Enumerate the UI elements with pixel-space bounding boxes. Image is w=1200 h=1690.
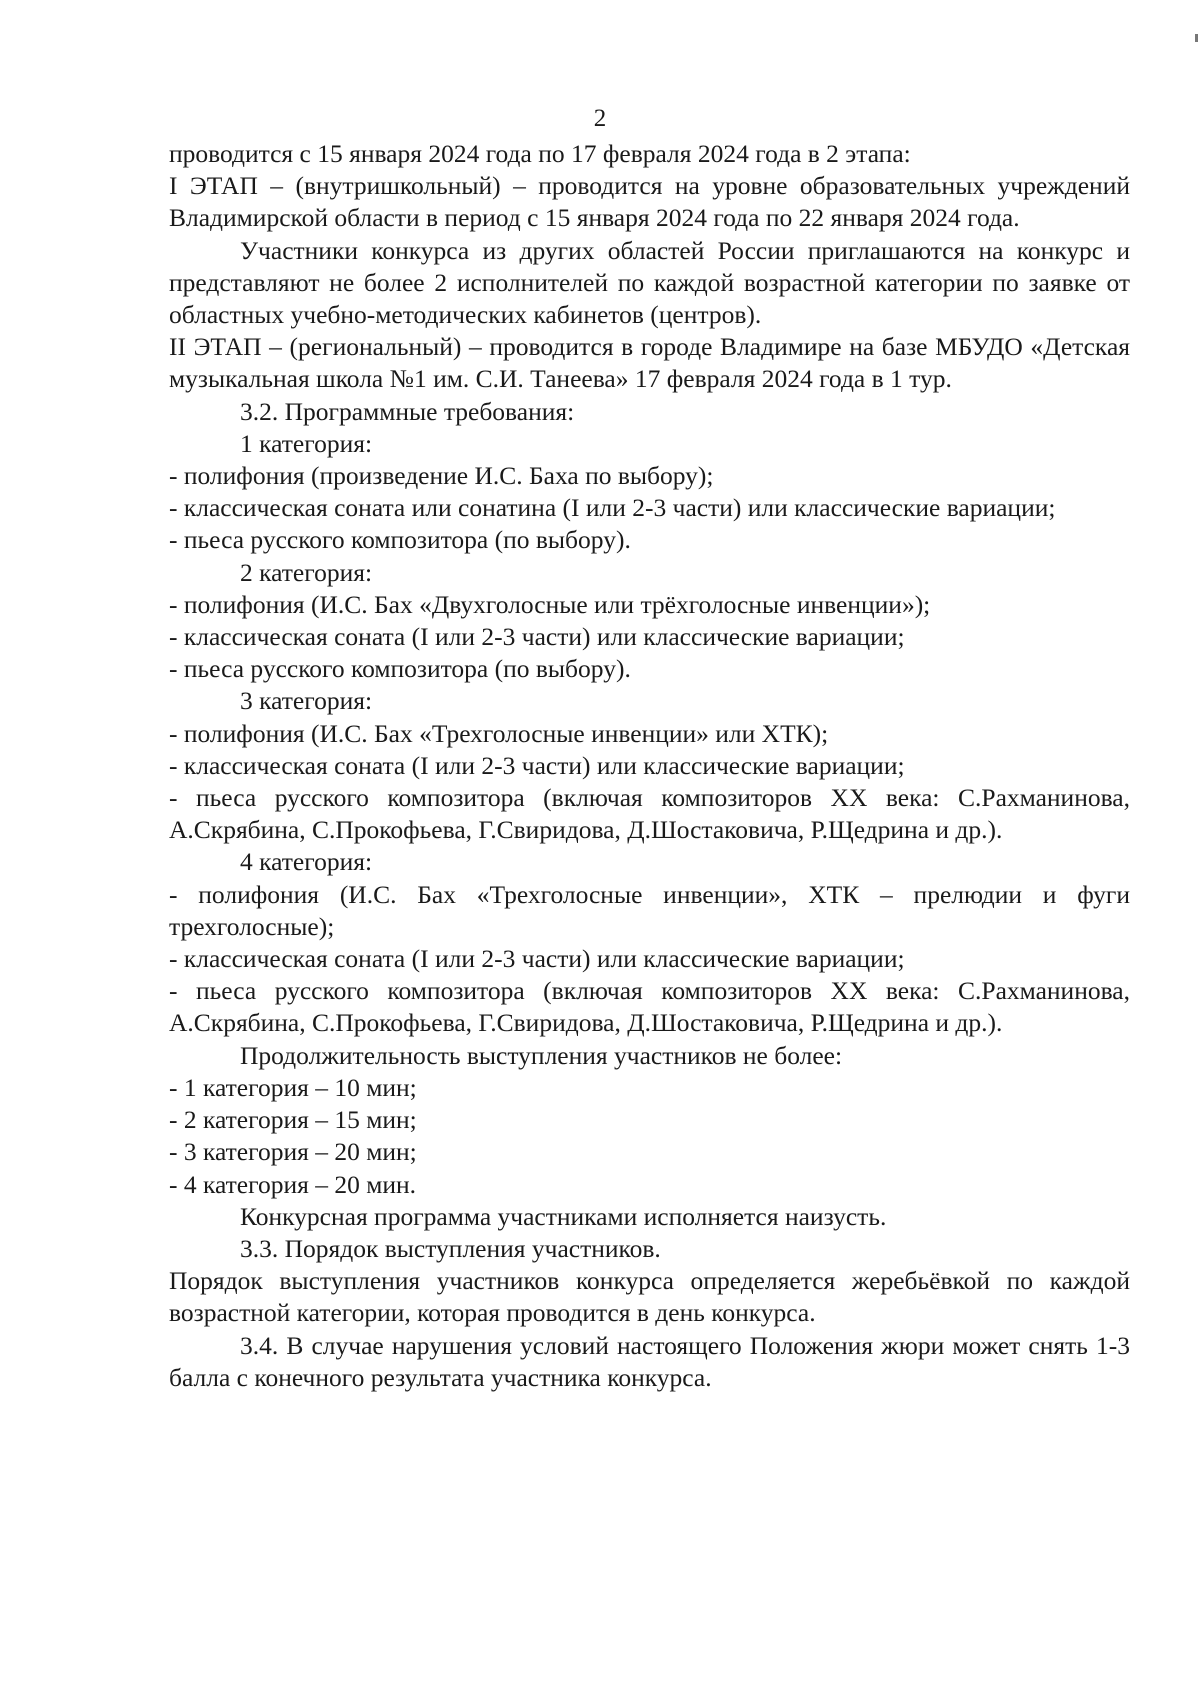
paragraph: - пьеса русского композитора (включая композиторов ХХ века: С.Рахманинова, А.Скрябина, С.Прокофьева, Г.Свиридова, Д.Шостаковича, Р.Щедрина и др.).	[169, 976, 1130, 1038]
paragraph: II ЭТАП – (региональный) – проводится в городе Владимире на базе МБУДО «Детская музыкальная школа №1 им. С.И. Танеева» 17 февраля 2024 года в 1 тур.	[169, 332, 1130, 394]
paragraph: - 3 категория – 20 мин;	[169, 1137, 417, 1167]
paragraph: - полифония (произведение И.С. Баха по выбору);	[169, 461, 714, 491]
paragraph: - полифония (И.С. Бах «Трехголосные инвенции», ХТК – прелюдии и фуги трехголосные);	[169, 879, 1130, 941]
paragraph: - пьеса русского композитора (по выбору).	[169, 654, 631, 684]
document-body	[169, 138, 1130, 1394]
paragraph: I ЭТАП – (внутришкольный) – проводится на уровне образовательных учреждений Владимирской области в период с 15 января 2024 года по 22 января 2024 года.	[169, 171, 1130, 233]
paragraph: 3.3. Порядок выступления участников.	[240, 1233, 661, 1263]
paragraph: Конкурсная программа участниками исполняется наизусть.	[240, 1201, 887, 1231]
paragraph: 4 категория:	[240, 847, 373, 877]
paragraph: 3 категория:	[240, 686, 373, 716]
paragraph: 3.2. Программные требования:	[240, 396, 575, 426]
paragraph: проводится с 15 января 2024 года по 17 февраля 2024 года в 2 этапа:	[169, 139, 911, 168]
paragraph: - классическая соната (I или 2-3 части) или классические вариации;	[169, 622, 905, 652]
paragraph: Участники конкурса из других областей России приглашаются на конкурс и представляют не более 2 исполнителей по каждой возрастной категории по заявке от областных учебно-методических кабинетов (центров).	[169, 235, 1130, 330]
paragraph: - полифония (И.С. Бах «Трехголосные инвенции» или ХТК);	[169, 718, 829, 748]
paragraph: - 2 категория – 15 мин;	[169, 1105, 417, 1135]
paragraph: - классическая соната (I или 2-3 части) или классические вариации;	[169, 750, 905, 780]
paragraph: - 1 категория – 10 мин;	[169, 1072, 417, 1102]
paragraph: - 4 категория – 20 мин.	[169, 1169, 416, 1199]
page-number: 2	[593, 105, 607, 132]
scan-edge-mark	[1195, 34, 1198, 42]
paragraph: - пьеса русского композитора (по выбору).	[169, 525, 631, 555]
paragraph: 2 категория:	[240, 557, 373, 587]
paragraph: Порядок выступления участников конкурса определяется жеребьёвкой по каждой возрастной категории, которая проводится в день конкурса.	[169, 1266, 1130, 1328]
paragraph: - классическая соната (I или 2-3 части) или классические вариации;	[169, 944, 905, 974]
paragraph: 1 категория:	[240, 428, 373, 458]
paragraph: 3.4. В случае нарушения условий настоящего Положения жюри может снять 1-3 балла с конечного результата участника конкурса.	[169, 1330, 1130, 1392]
paragraph: Продолжительность выступления участников не более:	[240, 1040, 843, 1070]
paragraph: - полифония (И.С. Бах «Двухголосные или трёхголосные инвенции»);	[169, 589, 931, 619]
paragraph: - классическая соната или сонатина (I или 2-3 части) или классические вариации;	[169, 493, 1056, 523]
paragraph: - пьеса русского композитора (включая композиторов ХХ века: С.Рахманинова, А.Скрябина, С.Прокофьева, Г.Свиридова, Д.Шостаковича, Р.Щедрина и др.).	[169, 783, 1130, 845]
